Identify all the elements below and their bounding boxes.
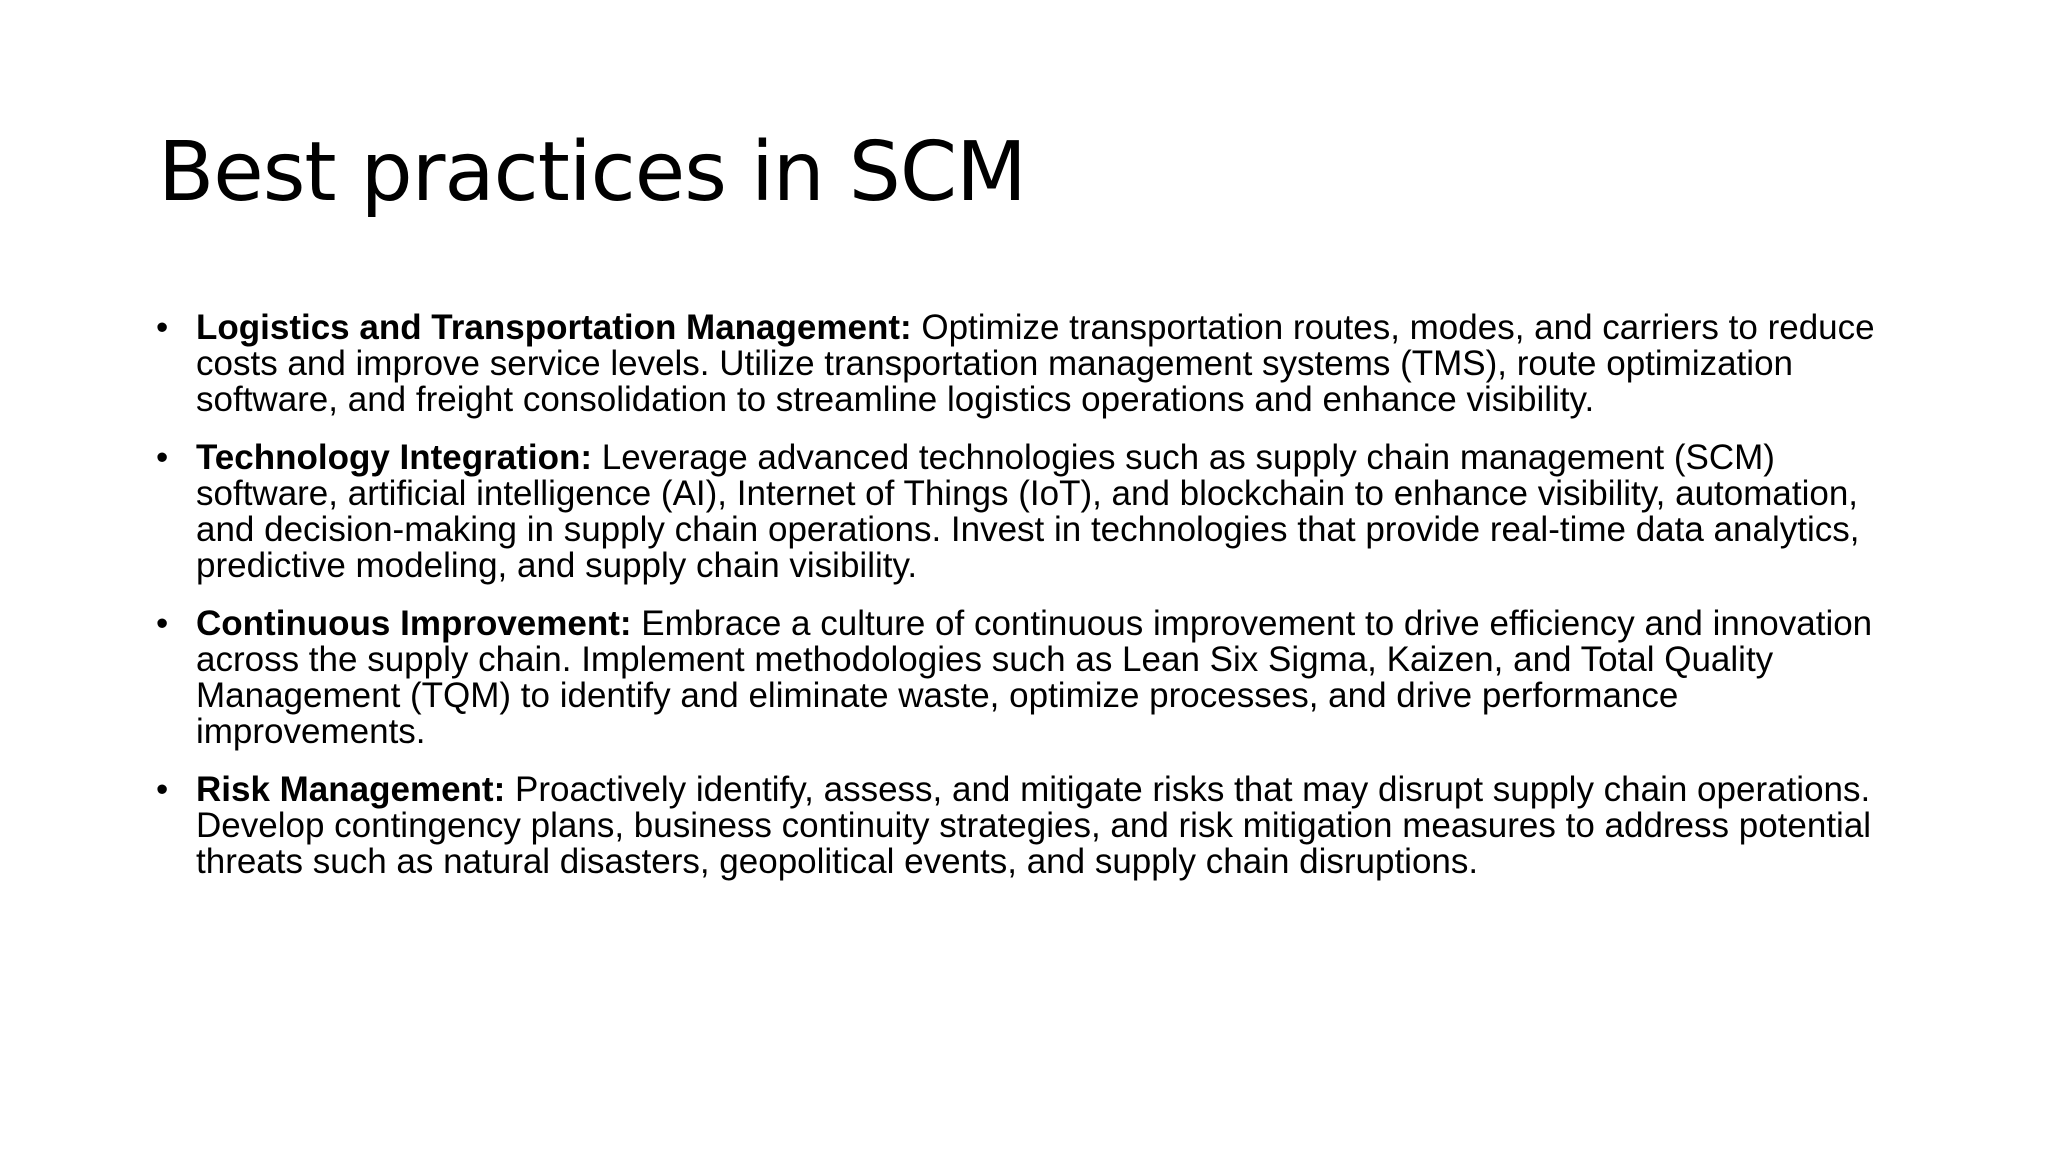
- bullet-item-risk-management: [156, 772, 1896, 880]
- bullet-heading: Continuous Improvement:: [196, 604, 632, 643]
- bullet-icon: •: [156, 604, 169, 643]
- bullet-heading: Risk Management:: [196, 770, 506, 809]
- bullet-item-technology: [156, 440, 1896, 584]
- bullet-icon: •: [156, 438, 169, 477]
- bullet-item-continuous-improvement: [156, 606, 1896, 750]
- bullet-text: Proactively identify, assess, and mitigate risks that may disrupt supply chain operations. Develop contingency plans, business continuity strategies, and risk mitigation measures to address potential threats such as natural disasters, geopolitical events, and supply chain disruptions.: [196, 770, 1872, 881]
- bullet-list: [156, 310, 1896, 902]
- bullet-icon: •: [156, 308, 169, 347]
- bullet-heading: Technology Integration:: [196, 438, 593, 477]
- bullet-icon: •: [156, 770, 169, 809]
- bullet-heading: Logistics and Transportation Management:: [196, 308, 912, 347]
- bullet-text: Embrace a culture of continuous improvement to drive efficiency and innovation across the supply chain. Implement methodologies such as Lean Six Sigma, Kaizen, and Total Quality Management (TQM) to identify and eliminate waste, optimize processes, and drive performance improvements.: [196, 604, 1873, 751]
- bullet-item-logistics: [156, 310, 1896, 418]
- bullet-text: Leverage advanced technologies such as supply chain management (SCM) software, artificial intelligence (AI), Internet of Things (IoT), and blockchain to enhance visibility, automation, and decision-making in supply chain operations. Invest in technologies that provide real-time data analytics, predictive modeling, and supply chain visibility.: [196, 438, 1860, 585]
- bullet-text: Optimize transportation routes, modes, and carriers to reduce costs and improve service levels. Utilize transportation management systems (TMS), route optimization software, and freight consolidation to streamline logistics operations and enhance visibility.: [196, 308, 1875, 419]
- slide-title: Best practices in SCM: [158, 125, 1026, 220]
